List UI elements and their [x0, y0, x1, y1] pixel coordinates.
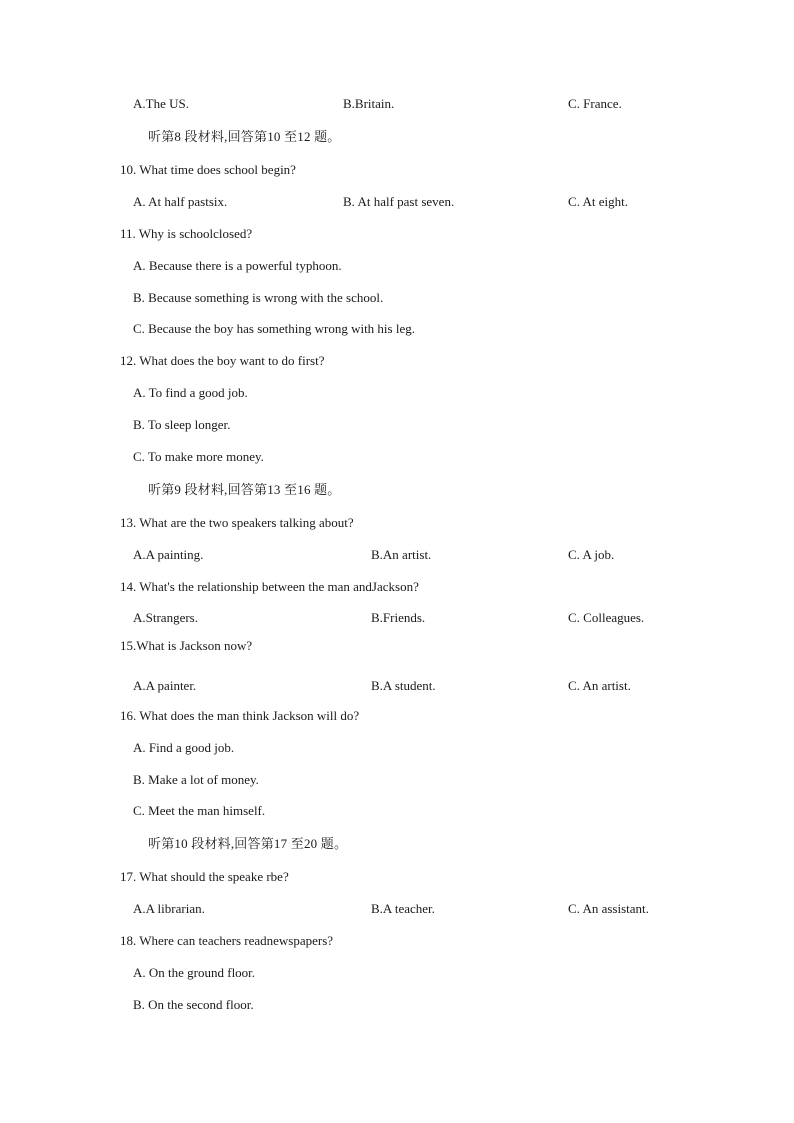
option-b: B. Make a lot of money.: [133, 772, 259, 787]
option-b: B. Because something is wrong with the school.: [133, 290, 384, 305]
question-14: 14. What's the relationship between the man andJackson?: [120, 579, 419, 594]
option-a: A. At half pastsix.: [133, 194, 228, 209]
option-c: C. Colleagues.: [568, 610, 645, 625]
option-a: A.A painter.: [133, 678, 197, 693]
question-17: 17. What should the speake rbe?: [120, 869, 289, 884]
option-a: A.A librarian.: [133, 901, 205, 916]
option-b: B. At half past seven.: [343, 194, 455, 209]
option-b: B.Britain.: [343, 96, 395, 111]
question-15: 15.What is Jackson now?: [120, 638, 253, 653]
question-13: 13. What are the two speakers talking about?: [120, 515, 354, 530]
option-c: C. An artist.: [568, 678, 631, 693]
section-heading: 听第9 段材料,回答第13 至16 题。: [148, 482, 341, 497]
option-b: B.Friends.: [371, 610, 426, 625]
option-c: C. At eight.: [568, 194, 628, 209]
option-c: C. A job.: [568, 547, 615, 562]
option-c: C. To make more money.: [133, 449, 264, 464]
option-c: C. Because the boy has something wrong with his leg.: [133, 321, 415, 336]
option-b: B.An artist.: [371, 547, 432, 562]
option-b: B.A student.: [371, 678, 436, 693]
option-c: C. An assistant.: [568, 901, 649, 916]
option-c: C. France.: [568, 96, 622, 111]
option-b: B. On the second floor.: [133, 997, 254, 1012]
question-16: 16. What does the man think Jackson will do?: [120, 708, 360, 723]
option-a: A.A painting.: [133, 547, 204, 562]
option-c: C. Meet the man himself.: [133, 803, 266, 818]
option-a: A. Find a good job.: [133, 740, 235, 755]
option-a: A.Strangers.: [133, 610, 198, 625]
option-b: B.A teacher.: [371, 901, 435, 916]
question-12: 12. What does the boy want to do first?: [120, 353, 325, 368]
option-a: A. To find a good job.: [133, 385, 248, 400]
question-18: 18. Where can teachers readnewspapers?: [120, 933, 334, 948]
option-a: A. On the ground floor.: [133, 965, 256, 980]
question-11: 11. Why is schoolclosed?: [120, 226, 253, 241]
section-heading: 听第10 段材料,回答第17 至20 题。: [148, 836, 348, 851]
option-b: B. To sleep longer.: [133, 417, 231, 432]
section-heading: 听第8 段材料,回答第10 至12 题。: [148, 129, 341, 144]
option-a: A. Because there is a powerful typhoon.: [133, 258, 342, 273]
option-a: A.The US.: [133, 96, 189, 111]
question-10: 10. What time does school begin?: [120, 162, 296, 177]
